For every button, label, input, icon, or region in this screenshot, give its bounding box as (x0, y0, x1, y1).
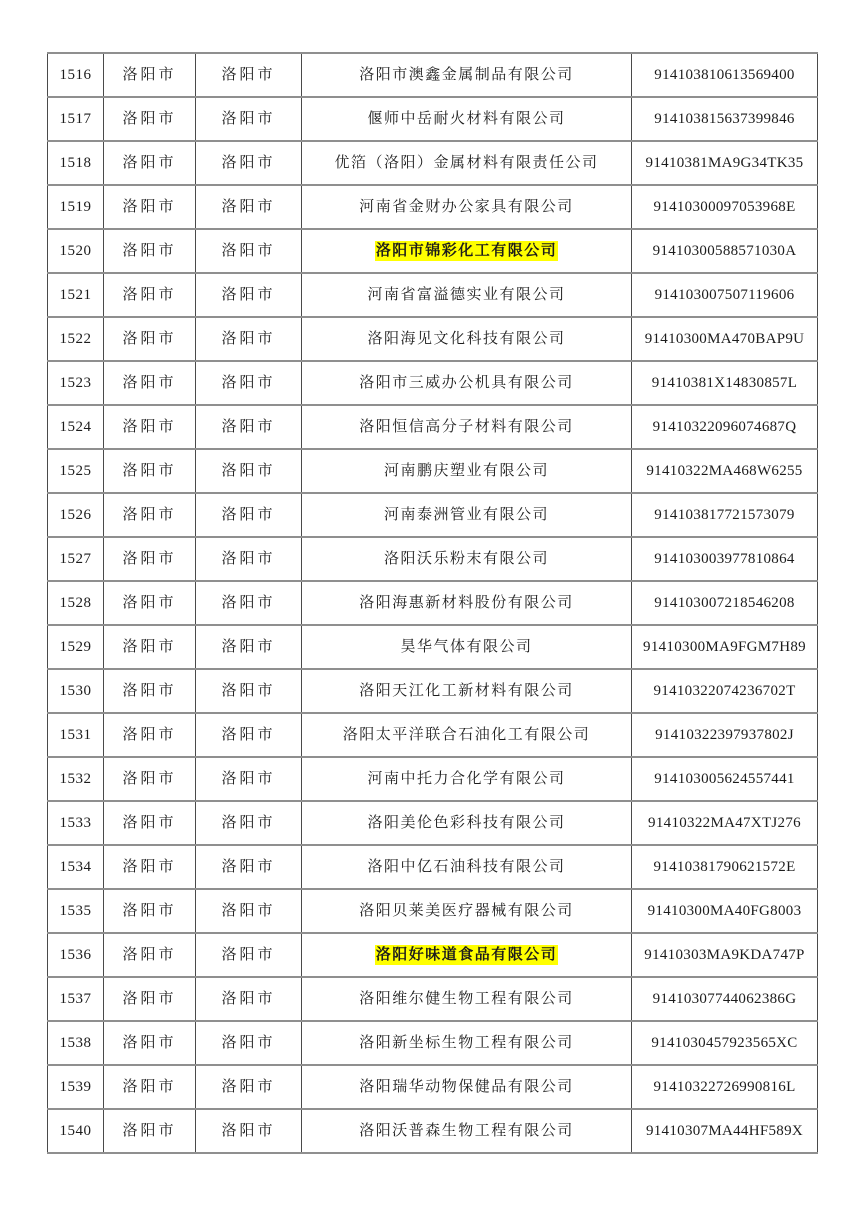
district-cell: 洛阳市 (196, 889, 302, 933)
company-name-cell: 洛阳美伦色彩科技有限公司 (302, 801, 632, 845)
company-name-cell: 优箔（洛阳）金属材料有限责任公司 (302, 141, 632, 185)
row-number-cell: 1516 (48, 53, 104, 97)
row-number-cell: 1539 (48, 1065, 104, 1109)
row-number-cell: 1540 (48, 1109, 104, 1153)
city-cell: 洛阳市 (104, 845, 196, 889)
company-name-cell: 洛阳沃乐粉末有限公司 (302, 537, 632, 581)
city-cell: 洛阳市 (104, 449, 196, 493)
row-number-cell: 1525 (48, 449, 104, 493)
credit-code-cell: 91410307744062386G (632, 977, 818, 1021)
row-number-cell: 1520 (48, 229, 104, 273)
credit-code-cell: 914103810613569400 (632, 53, 818, 97)
credit-code-cell: 9141030457923565XC (632, 1021, 818, 1065)
district-cell: 洛阳市 (196, 757, 302, 801)
table-row (48, 669, 818, 713)
company-name-cell: 河南泰洲管业有限公司 (302, 493, 632, 537)
table-row (48, 405, 818, 449)
city-cell: 洛阳市 (104, 317, 196, 361)
table-row (48, 933, 818, 977)
table-row (48, 625, 818, 669)
city-cell: 洛阳市 (104, 1065, 196, 1109)
city-cell: 洛阳市 (104, 933, 196, 977)
table-row (48, 317, 818, 361)
row-number-cell: 1538 (48, 1021, 104, 1065)
district-cell: 洛阳市 (196, 537, 302, 581)
company-name-cell: 洛阳贝莱美医疗器械有限公司 (302, 889, 632, 933)
city-cell: 洛阳市 (104, 405, 196, 449)
district-cell: 洛阳市 (196, 493, 302, 537)
credit-code-cell: 91410381X14830857L (632, 361, 818, 405)
district-cell: 洛阳市 (196, 449, 302, 493)
city-cell: 洛阳市 (104, 97, 196, 141)
credit-code-cell: 91410381MA9G34TK35 (632, 141, 818, 185)
credit-code-cell: 91410322726990816L (632, 1065, 818, 1109)
row-number-cell: 1526 (48, 493, 104, 537)
row-number-cell: 1531 (48, 713, 104, 757)
city-cell: 洛阳市 (104, 361, 196, 405)
city-cell: 洛阳市 (104, 229, 196, 273)
row-number-cell: 1521 (48, 273, 104, 317)
district-cell: 洛阳市 (196, 273, 302, 317)
row-number-cell: 1529 (48, 625, 104, 669)
credit-code-cell: 914103003977810864 (632, 537, 818, 581)
row-number-cell: 1536 (48, 933, 104, 977)
district-cell: 洛阳市 (196, 141, 302, 185)
table-row (48, 1021, 818, 1065)
row-number-cell: 1530 (48, 669, 104, 713)
row-number-cell: 1524 (48, 405, 104, 449)
row-number-cell: 1533 (48, 801, 104, 845)
highlighted-company-name: 洛阳好味道食品有限公司 (375, 946, 558, 963)
city-cell: 洛阳市 (104, 273, 196, 317)
district-cell: 洛阳市 (196, 1065, 302, 1109)
table-row (48, 185, 818, 229)
district-cell: 洛阳市 (196, 713, 302, 757)
district-cell: 洛阳市 (196, 229, 302, 273)
credit-code-cell: 91410300MA470BAP9U (632, 317, 818, 361)
district-cell: 洛阳市 (196, 625, 302, 669)
row-number-cell: 1518 (48, 141, 104, 185)
credit-code-cell: 91410300MA9FGM7H89 (632, 625, 818, 669)
district-cell: 洛阳市 (196, 801, 302, 845)
row-number-cell: 1517 (48, 97, 104, 141)
city-cell: 洛阳市 (104, 53, 196, 97)
credit-code-cell: 91410322MA47XTJ276 (632, 801, 818, 845)
row-number-cell: 1534 (48, 845, 104, 889)
district-cell: 洛阳市 (196, 361, 302, 405)
city-cell: 洛阳市 (104, 537, 196, 581)
company-name-cell: 洛阳新坐标生物工程有限公司 (302, 1021, 632, 1065)
company-name-cell: 河南鹏庆塑业有限公司 (302, 449, 632, 493)
district-cell: 洛阳市 (196, 581, 302, 625)
city-cell: 洛阳市 (104, 1109, 196, 1153)
credit-code-cell: 914103007218546208 (632, 581, 818, 625)
company-list-table (47, 52, 818, 1154)
company-name-cell: 洛阳市澳鑫金属制品有限公司 (302, 53, 632, 97)
company-name-cell: 洛阳海见文化科技有限公司 (302, 317, 632, 361)
row-number-cell: 1535 (48, 889, 104, 933)
credit-code-cell: 91410381790621572E (632, 845, 818, 889)
district-cell: 洛阳市 (196, 185, 302, 229)
row-number-cell: 1519 (48, 185, 104, 229)
row-number-cell: 1537 (48, 977, 104, 1021)
company-name-cell: 洛阳瑞华动物保健品有限公司 (302, 1065, 632, 1109)
table-row (48, 361, 818, 405)
district-cell: 洛阳市 (196, 317, 302, 361)
table-row (48, 1109, 818, 1153)
city-cell: 洛阳市 (104, 493, 196, 537)
table-row (48, 449, 818, 493)
credit-code-cell: 91410303MA9KDA747P (632, 933, 818, 977)
district-cell: 洛阳市 (196, 933, 302, 977)
company-name-cell: 河南省金财办公家具有限公司 (302, 185, 632, 229)
district-cell: 洛阳市 (196, 977, 302, 1021)
table-row (48, 845, 818, 889)
table-row (48, 97, 818, 141)
company-name-cell: 洛阳维尔健生物工程有限公司 (302, 977, 632, 1021)
company-name-cell: 洛阳沃普森生物工程有限公司 (302, 1109, 632, 1153)
table-row (48, 581, 818, 625)
company-name-cell: 洛阳市三威办公机具有限公司 (302, 361, 632, 405)
table-row (48, 977, 818, 1021)
company-name-cell: 偃师中岳耐火材料有限公司 (302, 97, 632, 141)
table-row (48, 537, 818, 581)
table-row (48, 757, 818, 801)
district-cell: 洛阳市 (196, 1021, 302, 1065)
city-cell: 洛阳市 (104, 713, 196, 757)
table-row (48, 141, 818, 185)
row-number-cell: 1523 (48, 361, 104, 405)
credit-code-cell: 91410322074236702T (632, 669, 818, 713)
city-cell: 洛阳市 (104, 757, 196, 801)
table-row (48, 713, 818, 757)
city-cell: 洛阳市 (104, 581, 196, 625)
city-cell: 洛阳市 (104, 977, 196, 1021)
company-name-cell: 昊华气体有限公司 (302, 625, 632, 669)
district-cell: 洛阳市 (196, 405, 302, 449)
company-name-cell: 洛阳海惠新材料股份有限公司 (302, 581, 632, 625)
table-row (48, 889, 818, 933)
credit-code-cell: 91410300588571030A (632, 229, 818, 273)
credit-code-cell: 91410322397937802J (632, 713, 818, 757)
district-cell: 洛阳市 (196, 669, 302, 713)
row-number-cell: 1528 (48, 581, 104, 625)
table-row (48, 801, 818, 845)
company-name-cell: 洛阳中亿石油科技有限公司 (302, 845, 632, 889)
table-row (48, 53, 818, 97)
credit-code-cell: 91410307MA44HF589X (632, 1109, 818, 1153)
company-name-cell (302, 229, 632, 273)
district-cell: 洛阳市 (196, 97, 302, 141)
table-row (48, 1065, 818, 1109)
table-row (48, 493, 818, 537)
district-cell: 洛阳市 (196, 845, 302, 889)
credit-code-cell: 91410300097053968E (632, 185, 818, 229)
credit-code-cell: 91410322096074687Q (632, 405, 818, 449)
city-cell: 洛阳市 (104, 141, 196, 185)
company-name-cell: 洛阳太平洋联合石油化工有限公司 (302, 713, 632, 757)
company-name-cell: 洛阳恒信高分子材料有限公司 (302, 405, 632, 449)
city-cell: 洛阳市 (104, 889, 196, 933)
city-cell: 洛阳市 (104, 625, 196, 669)
credit-code-cell: 91410300MA40FG8003 (632, 889, 818, 933)
district-cell: 洛阳市 (196, 53, 302, 97)
credit-code-cell: 914103817721573079 (632, 493, 818, 537)
city-cell: 洛阳市 (104, 185, 196, 229)
table-row (48, 273, 818, 317)
credit-code-cell: 914103007507119606 (632, 273, 818, 317)
credit-code-cell: 914103005624557441 (632, 757, 818, 801)
highlighted-company-name: 洛阳市锦彩化工有限公司 (375, 242, 558, 259)
city-cell: 洛阳市 (104, 669, 196, 713)
company-name-cell: 洛阳天江化工新材料有限公司 (302, 669, 632, 713)
row-number-cell: 1522 (48, 317, 104, 361)
credit-code-cell: 91410322MA468W6255 (632, 449, 818, 493)
company-table-body (48, 53, 818, 1153)
company-name-cell (302, 933, 632, 977)
row-number-cell: 1532 (48, 757, 104, 801)
row-number-cell: 1527 (48, 537, 104, 581)
district-cell: 洛阳市 (196, 1109, 302, 1153)
table-row (48, 229, 818, 273)
credit-code-cell: 914103815637399846 (632, 97, 818, 141)
company-name-cell: 河南中托力合化学有限公司 (302, 757, 632, 801)
city-cell: 洛阳市 (104, 1021, 196, 1065)
city-cell: 洛阳市 (104, 801, 196, 845)
company-name-cell: 河南省富溢德实业有限公司 (302, 273, 632, 317)
